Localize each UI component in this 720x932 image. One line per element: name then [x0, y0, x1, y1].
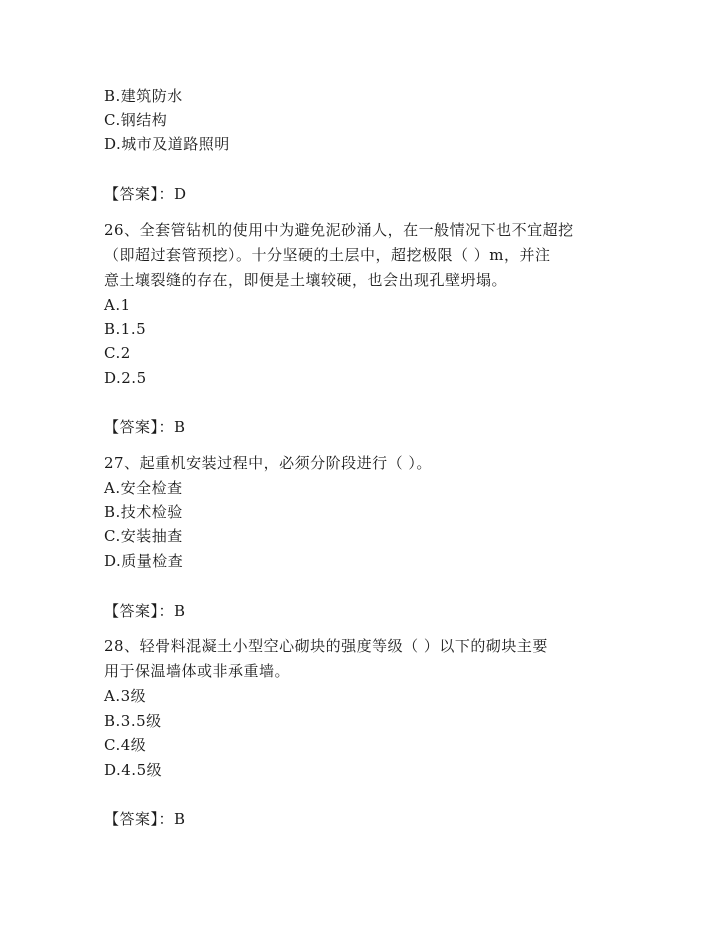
option-b: B.技术检验 — [104, 503, 183, 521]
option-a: A.安全检查 — [104, 479, 183, 497]
answer: 【答案】：B — [104, 602, 186, 620]
answer: 【答案】：B — [104, 418, 186, 436]
question-28-line-1: 28、轻骨料混凝土小型空心砌块的强度等级（ ）以下的砌块主要 — [104, 637, 548, 655]
question-26-line-1: 26、全套管钻机的使用中为避免泥砂涌人，在一般情况下也不宜超挖 — [104, 221, 574, 239]
option-d: D.质量检查 — [104, 552, 184, 570]
question-26-line-3: 意土壤裂缝的存在，即便是土壤较硬，也会出现孔壁坍塌。 — [104, 271, 508, 289]
option-c: C.安装抽查 — [104, 527, 183, 545]
option-a: A.1 — [104, 296, 131, 314]
option-d: D.2.5 — [104, 369, 147, 387]
option-d: D.城市及道路照明 — [104, 135, 230, 153]
question-27-line-1: 27、起重机安装过程中，必须分阶段进行（ ）。 — [104, 454, 432, 472]
option-c: C.4级 — [104, 736, 147, 754]
option-b: B.建筑防水 — [104, 87, 183, 105]
option-d: D.4.5级 — [104, 761, 163, 779]
option-a: A.3级 — [104, 687, 147, 705]
option-c: C.2 — [104, 344, 131, 362]
answer: 【答案】：D — [104, 185, 187, 203]
option-b: B.1.5 — [104, 320, 147, 338]
option-b: B.3.5级 — [104, 712, 162, 730]
answer: 【答案】：B — [104, 810, 186, 828]
question-26-line-2: （即超过套管预挖）。十分坚硬的土层中，超挖极限（ ）m，并注 — [104, 246, 551, 264]
question-28-line-2: 用于保温墙体或非承重墙。 — [104, 662, 291, 680]
option-c: C.钢结构 — [104, 111, 168, 129]
